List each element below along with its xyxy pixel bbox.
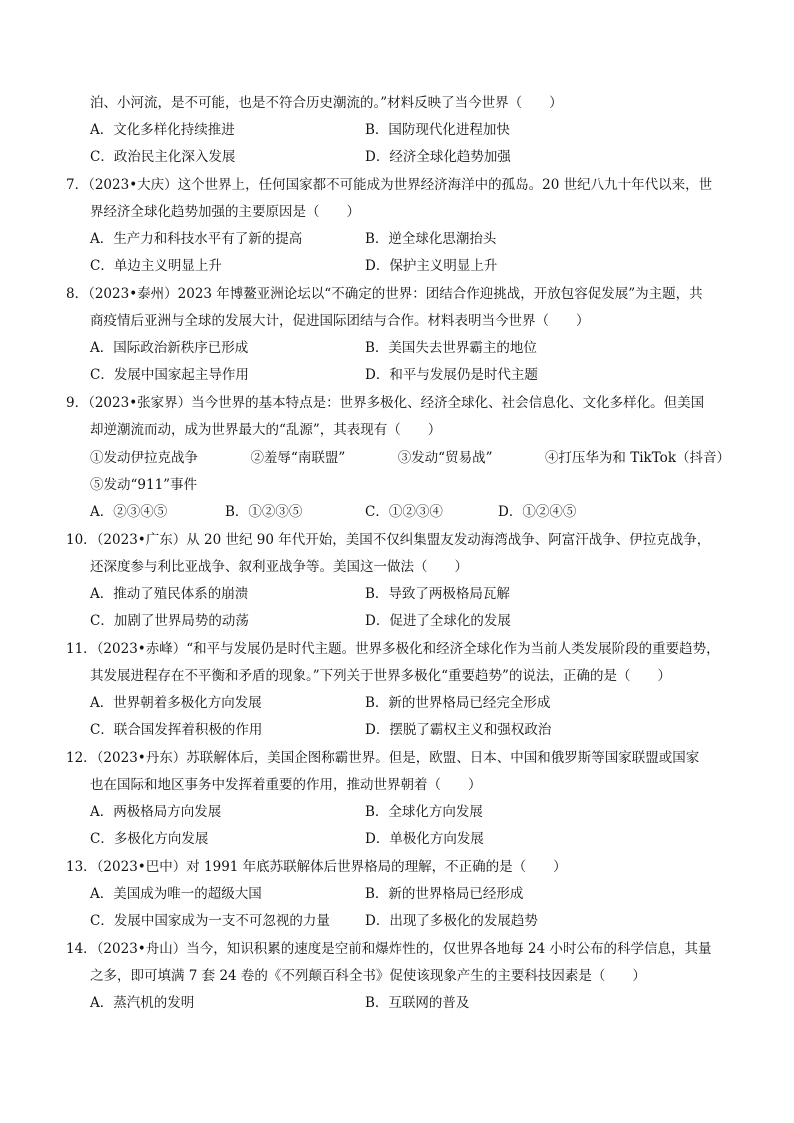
q8-stem-line1: 8．（2023•泰州）2023 年博鳌亚洲论坛以“不确定的世界：团结合作迎挑战，开放包容促发展”为主题，共 bbox=[66, 286, 703, 302]
q11-option-d: D．摆脱了霸权主义和强权政治 bbox=[365, 722, 552, 738]
q9-item-4: ④打压华为和 TikTok（抖音） bbox=[544, 450, 730, 466]
q7-option-b: B．逆全球化思潮抬头 bbox=[365, 231, 497, 247]
q12-option-d: D．单极化方向发展 bbox=[365, 831, 484, 847]
q11-stem-line1: 11．（2023•赤峰）“和平与发展仍是时代主题。世界多极化和经济全球化作为当前人类发展阶段的重要趋势， bbox=[66, 641, 720, 657]
q9-option-b: B．①②③⑤ bbox=[225, 504, 303, 520]
q12-option-b: B．全球化方向发展 bbox=[365, 804, 483, 820]
q14-option-b: B．互联网的普及 bbox=[365, 995, 470, 1011]
q12-option-c: C．多极化方向发展 bbox=[90, 831, 209, 847]
q14-stem-line2: 之多，即可填满 7 套 24 卷的《不列颠百科全书》促使该现象产生的主要科技因素是（ ） bbox=[90, 968, 646, 984]
q7-stem-line1: 7．（2023•大庆）这个世界上，任何国家都不可能成为世界经济海洋中的孤岛。20 世纪八九十年代以来，世 bbox=[66, 177, 713, 193]
q6-option-b: B．国防现代化进程加快 bbox=[365, 122, 510, 138]
q9-item-2: ②羞辱“南联盟” bbox=[250, 450, 346, 466]
q11-option-c: C．联合国发挥着积极的作用 bbox=[90, 722, 263, 738]
q6-option-d: D．经济全球化趋势加强 bbox=[365, 149, 511, 165]
q10-option-d: D．促进了全球化的发展 bbox=[365, 613, 511, 629]
q11-option-a: A．世界朝着多极化方向发展 bbox=[90, 695, 262, 711]
q7-option-a: A．生产力和科技水平有了新的提高 bbox=[90, 231, 303, 247]
q9-stem-line2: 却逆潮流而动，成为世界最大的“乱源”，其表现有（ ） bbox=[90, 422, 442, 438]
q8-stem-line2: 商疫情后亚洲与全球的发展大计，促进国际团结与合作。材料表明当今世界（ ） bbox=[90, 313, 590, 329]
q13-option-c: C．发展中国家成为一支不可忽视的力量 bbox=[90, 913, 330, 929]
q14-option-a: A．蒸汽机的发明 bbox=[90, 995, 195, 1011]
q11-option-b: B．新的世界格局已经完全形成 bbox=[365, 695, 551, 711]
q8-option-b: B．美国失去世界霸主的地位 bbox=[365, 340, 537, 356]
q6-option-c: C．政治民主化深入发展 bbox=[90, 149, 236, 165]
q9-item-5: ⑤发动“911”事件 bbox=[90, 477, 198, 493]
q14-stem-line1: 14．（2023•舟山）当今，知识积累的速度是空前和爆炸性的，仅世界各地每 24 小时公布的科学信息，其量 bbox=[66, 941, 712, 957]
q6-option-a: A．文化多样化持续推进 bbox=[90, 122, 235, 138]
q9-items-row bbox=[90, 448, 730, 468]
q9-item-3: ③发动“贸易战” bbox=[397, 450, 493, 466]
q12-stem-line1: 12．（2023•丹东）苏联解体后，美国企图称霸世界。但是，欧盟、日本、中国和俄罗斯等国家联盟或国家 bbox=[66, 750, 700, 766]
q12-option-a: A．两极格局方向发展 bbox=[90, 804, 222, 820]
q9-option-a: A．②③④⑤ bbox=[90, 504, 168, 520]
q8-option-a: A．国际政治新秩序已形成 bbox=[90, 340, 249, 356]
q13-option-d: D．出现了多极化的发展趋势 bbox=[365, 913, 538, 929]
q6-stem-continuation: 泊、小河流，是不可能，也是不符合历史潮流的。”材料反映了当今世界（ ） bbox=[90, 95, 563, 111]
q9-option-d: D．①②④⑤ bbox=[498, 504, 577, 520]
q13-option-a: A．美国成为唯一的超级大国 bbox=[90, 886, 262, 902]
q13-stem-line1: 13．（2023•巴中）对 1991 年底苏联解体后世界格局的理解，不正确的是（ ） bbox=[66, 859, 567, 875]
q12-stem-line2: 也在国际和地区事务中发挥着重要的作用，推动世界朝着（ ） bbox=[90, 777, 482, 793]
q8-option-c: C．发展中国家起主导作用 bbox=[90, 367, 249, 383]
q9-stem-line1: 9．（2023•张家界）当今世界的基本特点是：世界多极化、经济全球化、社会信息化、文化多样化。但美国 bbox=[66, 395, 705, 411]
q10-stem-line1: 10．（2023•广东）从 20 世纪 90 年代开始，美国不仅纠集盟友发动海湾战争、阿富汗战争、伊拉克战争， bbox=[66, 532, 711, 548]
q9-option-c: C．①②③④ bbox=[365, 504, 443, 520]
q7-option-d: D．保护主义明显上升 bbox=[365, 258, 498, 274]
q10-option-a: A．推动了殖民体系的崩溃 bbox=[90, 586, 249, 602]
q10-stem-line2: 还深度参与利比亚战争、叙利亚战争等。美国这一做法（ ） bbox=[90, 559, 468, 575]
q11-stem-line2: 其发展进程存在不平衡和矛盾的现象。”下列关于世界多极化“重要趋势”的说法，正确的是（ ） bbox=[90, 668, 671, 684]
q10-option-c: C．加剧了世界局势的动荡 bbox=[90, 613, 249, 629]
q7-stem-line2: 界经济全球化趋势加强的主要原因是（ ） bbox=[90, 204, 360, 220]
q10-option-b: B．导致了两极格局瓦解 bbox=[365, 586, 510, 602]
q9-item-1: ①发动伊拉克战争 bbox=[90, 450, 198, 466]
q7-option-c: C．单边主义明显上升 bbox=[90, 258, 222, 274]
q8-option-d: D．和平与发展仍是时代主题 bbox=[365, 367, 538, 383]
q13-option-b: B．新的世界格局已经形成 bbox=[365, 886, 524, 902]
